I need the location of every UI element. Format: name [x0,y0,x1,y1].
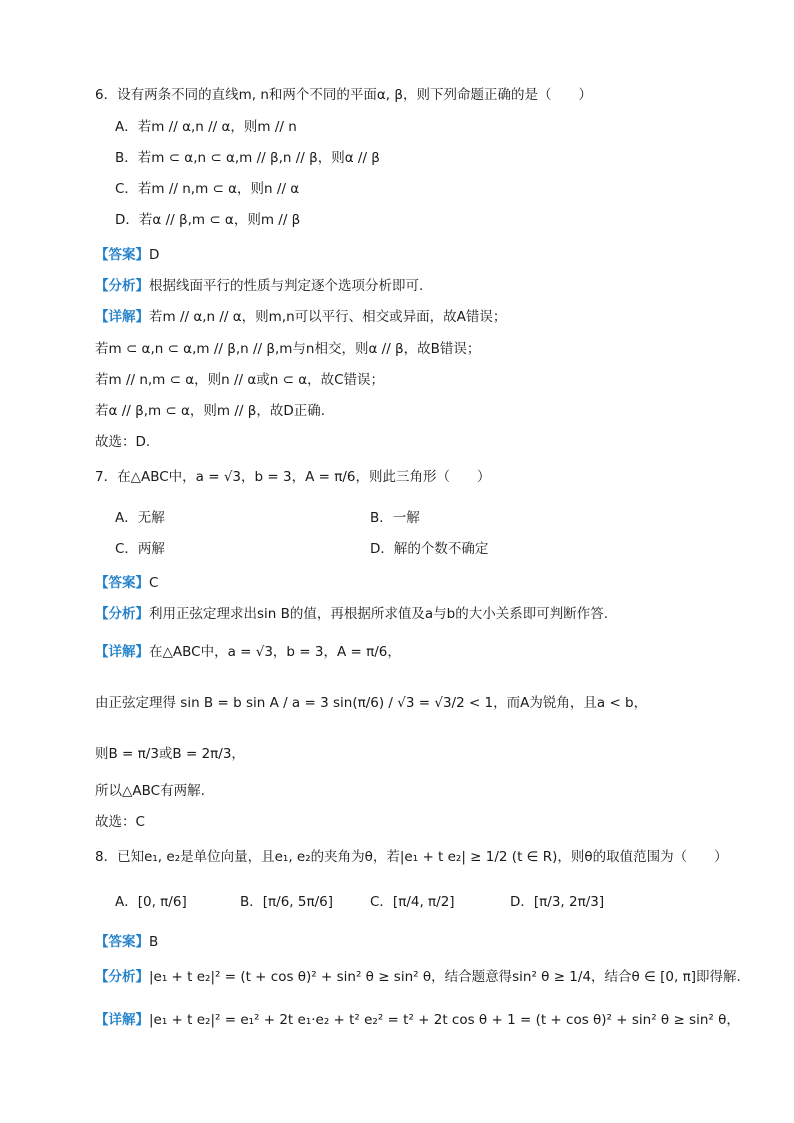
q6-stem: 6．设有两条不同的直线m, n和两个不同的平面α, β，则下列命题正确的是（ ） [95,87,592,103]
q8-answer [95,932,158,952]
answer-tag: 【答案】 [95,934,149,950]
q7-answer [95,573,158,593]
q8-detail-text: |e₁ + t e₂|² = e₁² + 2t e₁·e₂ + t² e₂² = t² + 2t cos θ + 1 = (t + cos θ)² + sin² θ ≥ sin² θ， [149,1012,740,1028]
q7-analysis [95,604,608,624]
q6-option-b: B．若m ⊂ α,n ⊂ α,m // β,n // β，则α // β [115,150,380,166]
q7-detail-line-3: 则B = π/3或B = 2π/3， [95,746,245,762]
answer-tag: 【答案】 [95,575,149,591]
detail-tag: 【详解】 [95,309,149,325]
q7-stem: 7．在△ABC中，a = √3，b = 3，A = π/6，则此三角形（ ） [95,469,491,485]
q6-detail-line-2: 若m ⊂ α,n ⊂ α,m // β,n // β,m与n相交，则α // β，故B错误； [95,341,481,357]
q6-detail-line-1 [95,307,506,327]
q6-answer-value: D [149,247,160,263]
q8-answer-value: B [149,934,159,950]
q8-detail [95,1010,740,1030]
analysis-tag: 【分析】 [95,606,149,622]
q7-option-d: D．解的个数不确定 [370,541,489,557]
q7-detail-line-2: 由正弦定理得 sin B = b sin A / a = 3 sin(π/6) / √3 = √3/2 < 1，而A为锐角，且a < b， [95,695,648,711]
q6-detail-line-4: 若α // β,m ⊂ α，则m // β，故D正确. [95,403,326,419]
q6-option-a: A．若m // α,n // α，则m // n [115,119,297,135]
q8-option-b: B．[π/6, 5π/6] [240,894,333,910]
analysis-tag: 【分析】 [95,278,149,294]
q6-detail-text-1: 若m // α,n // α，则m,n可以平行、相交或异面，故A错误； [149,309,507,325]
q7-option-a: A．无解 [115,510,165,526]
q7-choice: 故选：C [95,814,145,830]
answer-tag: 【答案】 [95,247,149,263]
q6-option-c: C．若m // n,m ⊂ α，则n // α [115,181,300,197]
q8-analysis [95,967,741,987]
q8-option-a: A．[0, π/6] [115,894,187,910]
q7-detail-line-1 [95,642,401,662]
q8-analysis-text: |e₁ + t e₂|² = (t + cos θ)² + sin² θ ≥ sin² θ，结合题意得sin² θ ≥ 1/4，结合θ ∈ [0, π]即得解. [149,969,741,985]
q6-choice: 故选：D. [95,434,151,450]
q6-analysis-text: 根据线面平行的性质与判定逐个选项分析即可. [149,278,424,294]
q7-answer-value: C [149,575,159,591]
q6-analysis [95,276,423,296]
detail-tag: 【详解】 [95,1012,149,1028]
q7-option-c: C．两解 [115,541,165,557]
q6-detail-line-3: 若m // n,m ⊂ α，则n // α或n ⊂ α，故C错误； [95,372,385,388]
q8-option-c: C．[π/4, π/2] [370,894,455,910]
q7-analysis-text: 利用正弦定理求出sin B的值，再根据所求值及a与b的大小关系即可判断作答. [149,606,609,622]
q8-stem: 8．已知e₁, e₂是单位向量，且e₁, e₂的夹角为θ，若|e₁ + t e₂| ≥ 1/2 (t ∈ R)，则θ的取值范围为（ ） [95,849,728,865]
q6-answer [95,245,159,265]
detail-tag: 【详解】 [95,644,149,660]
q6-option-d: D．若α // β,m ⊂ α，则m // β [115,212,301,228]
q7-detail-text-1: 在△ABC中，a = √3，b = 3，A = π/6， [149,644,401,660]
q8-option-d: D．[π/3, 2π/3] [510,894,605,910]
q7-detail-line-4: 所以△ABC有两解. [95,783,205,799]
analysis-tag: 【分析】 [95,969,149,985]
q7-option-b: B．一解 [370,510,420,526]
